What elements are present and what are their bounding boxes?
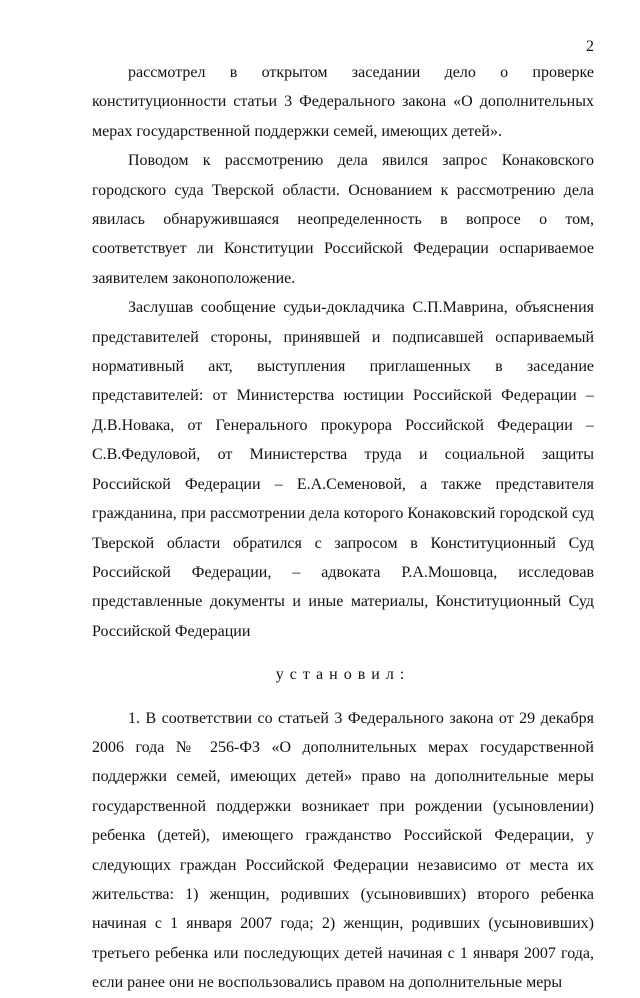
paragraph-grounds: Поводом к рассмотрению дела явился запрос Конаковского городского суда Тверской области. Основанием к рассмотрению дела явилась обнаружившаяся неопределенность в вопросе о том, соответствует ли Конституции Российской Федерации оспариваемое заявителем законоположение.: [92, 152, 594, 287]
paragraph-intro: рассмотрел в открытом заседании дело о проверке конституционности статьи 3 Федерального закона «О дополнительных мерах государственной поддержки семей, имеющих детей».: [92, 64, 594, 140]
paragraph-hearing: Заслушав сообщение судьи-докладчика С.П.Маврина, объяснения представителей стороны, принявшей и подписавшей оспариваемый нормативный акт, выступления приглашенных в заседание представителей: от Министерства юстиции Российской Федерации – Д.В.Новака, от Генерального прокурора Российской Федерации – С.В.Федуловой, от Министерства труда и социальной защиты Российской Федерации – Е.А.Семеновой, а также представителя гражданина, при рассмотрении дела которого Конаковский городской суд Тверской области обратился с запросом в Конституционный Суд Российской Федерации, – адвоката Р.А.Мошовца, исследовав представленные документы и иные материалы, Конституционный Суд Российской Федерации: [92, 299, 594, 640]
document-body: [92, 58, 594, 998]
paragraph-point-1: 1. В соответствии со статьей 3 Федерального закона от 29 декабря 2006 года № 256-ФЗ «О дополнительных мерах государственной поддержки семей, имеющих детей» право на дополнительные меры государственной поддержки возникает при рождении (усыновлении) ребенка (детей), имеющего гражданство Российской Федерации, у следующих граждан Российской Федерации независимо от места их жительства: 1) женщин, родивших (усыновивших) второго ребенка начиная с 1 января 2007 года; 2) женщин, родивших (усыновивших) третьего ребенка или последующих детей начиная с 1 января 2007 года, если ранее они не воспользовались правом на дополнительные меры: [92, 709, 594, 992]
section-heading: установил:: [275, 666, 411, 684]
page-number: 2: [586, 38, 594, 55]
